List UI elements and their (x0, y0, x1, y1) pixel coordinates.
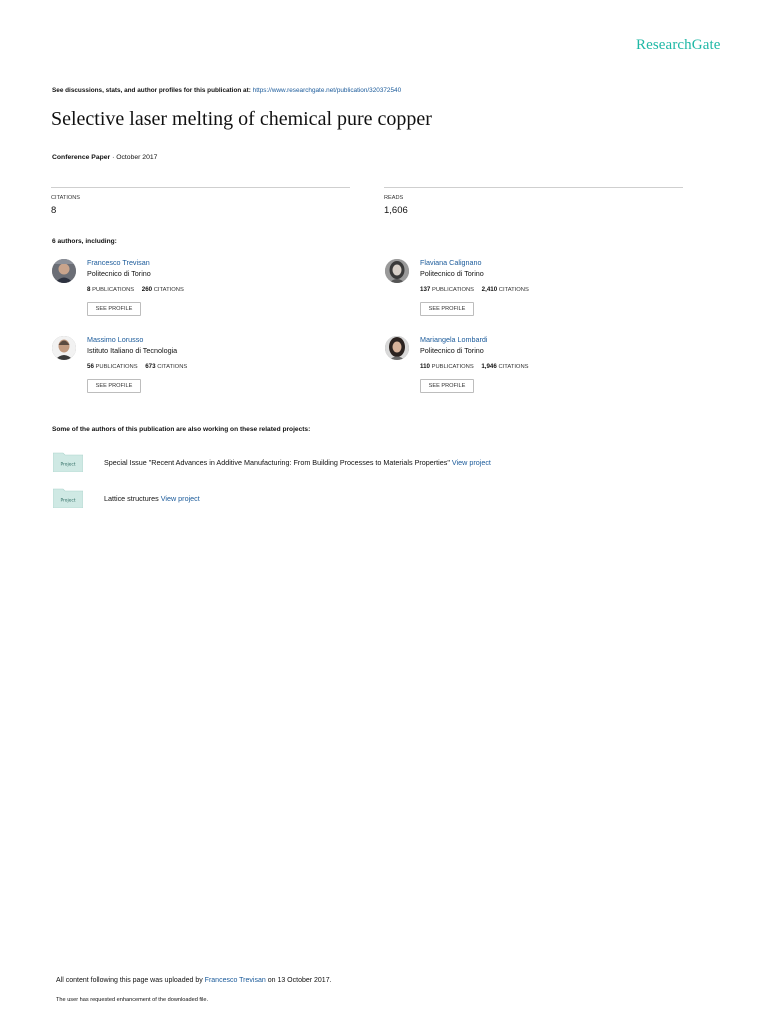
citations-count: 8 (51, 205, 57, 216)
avatar[interactable] (52, 336, 76, 360)
avatar[interactable] (385, 336, 409, 360)
author-stats (420, 363, 529, 370)
citations-label: CITATIONS (51, 195, 81, 201)
citations-label: CITATIONS (498, 287, 529, 293)
citations-count: 673 (145, 363, 156, 370)
citations-label: CITATIONS (498, 364, 529, 370)
author-name-link[interactable]: Flaviana Calignano (420, 258, 482, 267)
upload-prefix: All content following this page was uploaded by (56, 977, 203, 984)
avatar[interactable] (385, 259, 409, 283)
author-institution: Istituto Italiano di Tecnologia (87, 346, 178, 355)
author-card (385, 336, 675, 398)
reads-divider (384, 187, 683, 188)
author-card (385, 259, 675, 321)
publications-count: 110 (420, 363, 430, 370)
discussion-label: See discussions, stats, and author profiles for this publication at: (52, 87, 251, 94)
publications-label: PUBLICATIONS (92, 287, 135, 293)
citations-count: 2,410 (481, 286, 498, 293)
author-name-link[interactable]: Francesco Trevisan (87, 258, 150, 267)
meta-separator: · (112, 154, 117, 161)
reads-label: READS (384, 195, 404, 201)
upload-suffix: on 13 October 2017. (267, 977, 332, 984)
related-project-item (104, 458, 491, 467)
project-title: Special Issue "Recent Advances in Additive Manufacturing: From Building Processes to Materials Properties" (104, 458, 450, 467)
author-name-link[interactable]: Massimo Lorusso (87, 335, 144, 344)
author-institution: Politecnico di Torino (420, 269, 484, 278)
citations-count: 260 (141, 286, 153, 293)
reads-count: 1,606 (384, 205, 408, 216)
project-icon-label: Project (60, 498, 76, 504)
author-name-link[interactable]: Mariangela Lombardi (420, 335, 488, 344)
publications-count: 56 (87, 363, 94, 370)
enhancement-note: The user has requested enhancement of the downloaded file. (56, 997, 209, 1003)
publication-date: October 2017 (116, 154, 158, 161)
publications-label: PUBLICATIONS (431, 287, 475, 293)
citations-count: 1,946 (481, 363, 497, 370)
author-stats (87, 363, 187, 370)
publication-url-link[interactable]: https://www.researchgate.net/publication/320372540 (252, 87, 402, 94)
related-project-item (104, 494, 200, 503)
publications-count: 8 (87, 286, 91, 293)
project-title: Lattice structures (104, 494, 159, 503)
see-profile-button[interactable]: SEE PROFILE (420, 302, 474, 316)
author-card (52, 259, 342, 321)
avatar[interactable] (52, 259, 76, 283)
authors-heading: 6 authors, including: (52, 238, 117, 245)
author-stats (420, 286, 529, 293)
citations-label: CITATIONS (153, 287, 184, 293)
author-institution: Politecnico di Torino (87, 269, 151, 278)
project-folder-icon (53, 452, 83, 472)
publications-count: 137 (420, 286, 431, 293)
upload-notice (56, 977, 332, 984)
see-profile-button[interactable]: SEE PROFILE (87, 379, 141, 393)
discussion-line (52, 87, 401, 94)
citations-divider (51, 187, 350, 188)
author-stats (87, 286, 184, 293)
publication-meta (52, 154, 157, 161)
page-title: Selective laser melting of chemical pure copper (51, 108, 432, 130)
publication-type: Conference Paper (52, 154, 111, 161)
view-project-link[interactable]: View project (160, 494, 200, 503)
view-project-link[interactable]: View project (451, 458, 491, 467)
researchgate-logo[interactable]: ResearchGate (636, 37, 721, 53)
author-institution: Politecnico di Torino (420, 346, 484, 355)
citations-label: CITATIONS (157, 364, 188, 370)
project-folder-icon (53, 488, 83, 508)
related-projects-heading: Some of the authors of this publication are also working on these related projects: (52, 426, 311, 433)
publications-label: PUBLICATIONS (95, 364, 138, 370)
see-profile-button[interactable]: SEE PROFILE (420, 379, 474, 393)
publications-label: PUBLICATIONS (431, 364, 474, 370)
uploader-link[interactable]: Francesco Trevisan (204, 977, 266, 984)
author-card (52, 336, 342, 398)
project-icon-label: Project (60, 462, 76, 468)
see-profile-button[interactable]: SEE PROFILE (87, 302, 141, 316)
